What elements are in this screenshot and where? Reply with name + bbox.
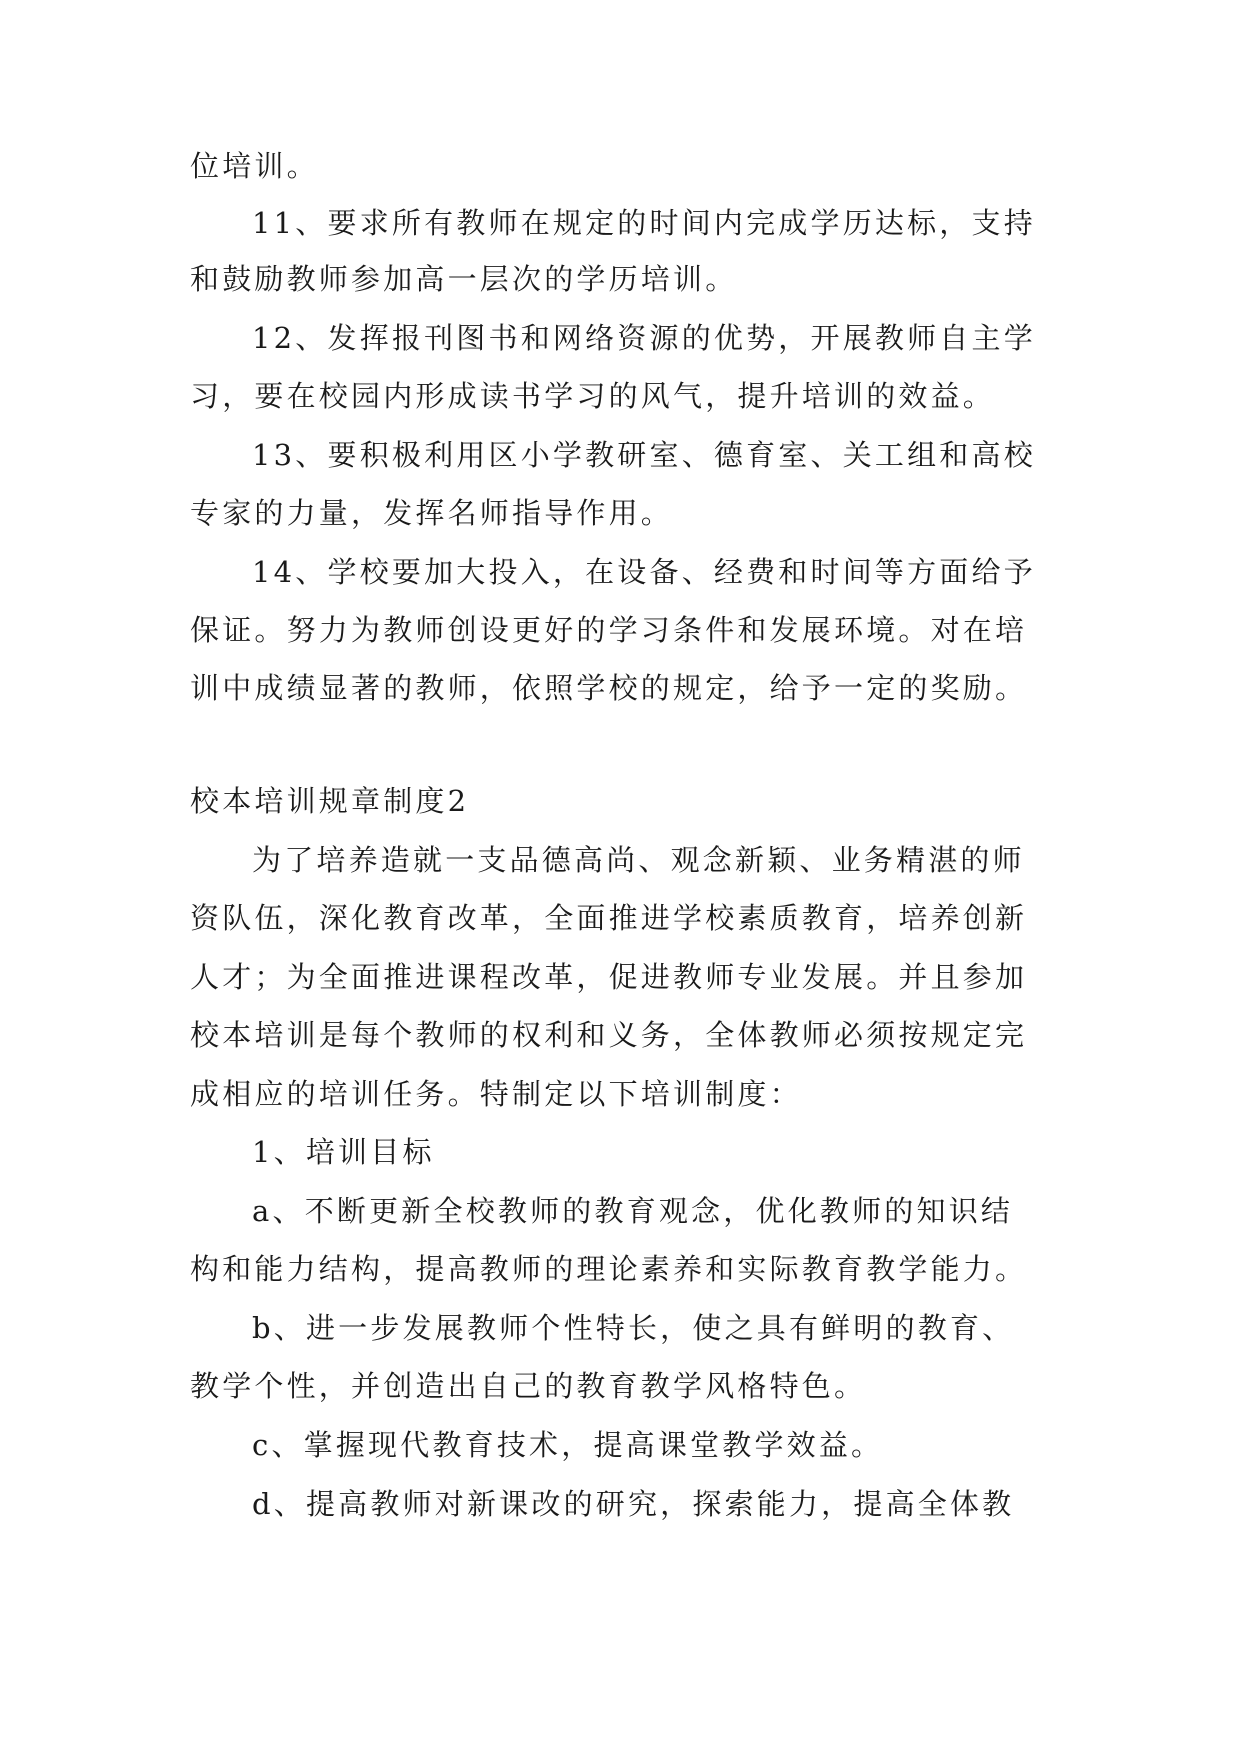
text-line: 训中成绩显著的教师，依照学校的规定，给予一定的奖励。	[190, 671, 1028, 705]
paragraph-12-line: 12、发挥报刊图书和网络资源的优势，开展教师自主学	[252, 321, 1036, 355]
text-line: 位培训。	[190, 149, 319, 183]
item-c-line: c、掌握现代教育技术，提高课堂教学效益。	[252, 1428, 884, 1462]
section-title: 校本培训规章制度2	[190, 784, 470, 818]
text-line: 资队伍，深化教育改革，全面推进学校素质教育，培养创新	[190, 901, 1028, 935]
paragraph-13-line: 13、要积极利用区小学教研室、德育室、关工组和高校	[252, 438, 1036, 472]
text-line: 人才；为全面推进课程改革，促进教师专业发展。并且参加	[190, 960, 1028, 994]
heading-training-goals: 1、培训目标	[252, 1135, 435, 1169]
intro-paragraph-line: 为了培养造就一支品德高尚、观念新颖、业务精湛的师	[252, 843, 1025, 877]
text-line: 和鼓励教师参加高一层次的学历培训。	[190, 262, 738, 296]
text-line: 专家的力量，发挥名师指导作用。	[190, 496, 674, 530]
text-line: 校本培训是每个教师的权利和义务，全体教师必须按规定完	[190, 1018, 1028, 1052]
item-d-line: d、提高教师对新课改的研究，探索能力，提高全体教	[252, 1487, 1015, 1521]
text-line: 保证。努力为教师创设更好的学习条件和发展环境。对在培	[190, 613, 1028, 647]
paragraph-14-line: 14、学校要加大投入，在设备、经费和时间等方面给予	[252, 555, 1036, 589]
text-line: 成相应的培训任务。特制定以下培训制度：	[190, 1077, 802, 1111]
item-b-line: b、进一步发展教师个性特长，使之具有鲜明的教育、	[252, 1311, 1015, 1345]
text-line: 构和能力结构，提高教师的理论素养和实际教育教学能力。	[190, 1252, 1028, 1286]
text-line: 教学个性，并创造出自己的教育教学风格特色。	[190, 1369, 867, 1403]
paragraph-11-line: 11、要求所有教师在规定的时间内完成学历达标，支持	[252, 206, 1036, 240]
text-line: 习，要在校园内形成读书学习的风气，提升培训的效益。	[190, 379, 996, 413]
item-a-line: a、不断更新全校教师的教育观念，优化教师的知识结	[252, 1194, 1014, 1228]
